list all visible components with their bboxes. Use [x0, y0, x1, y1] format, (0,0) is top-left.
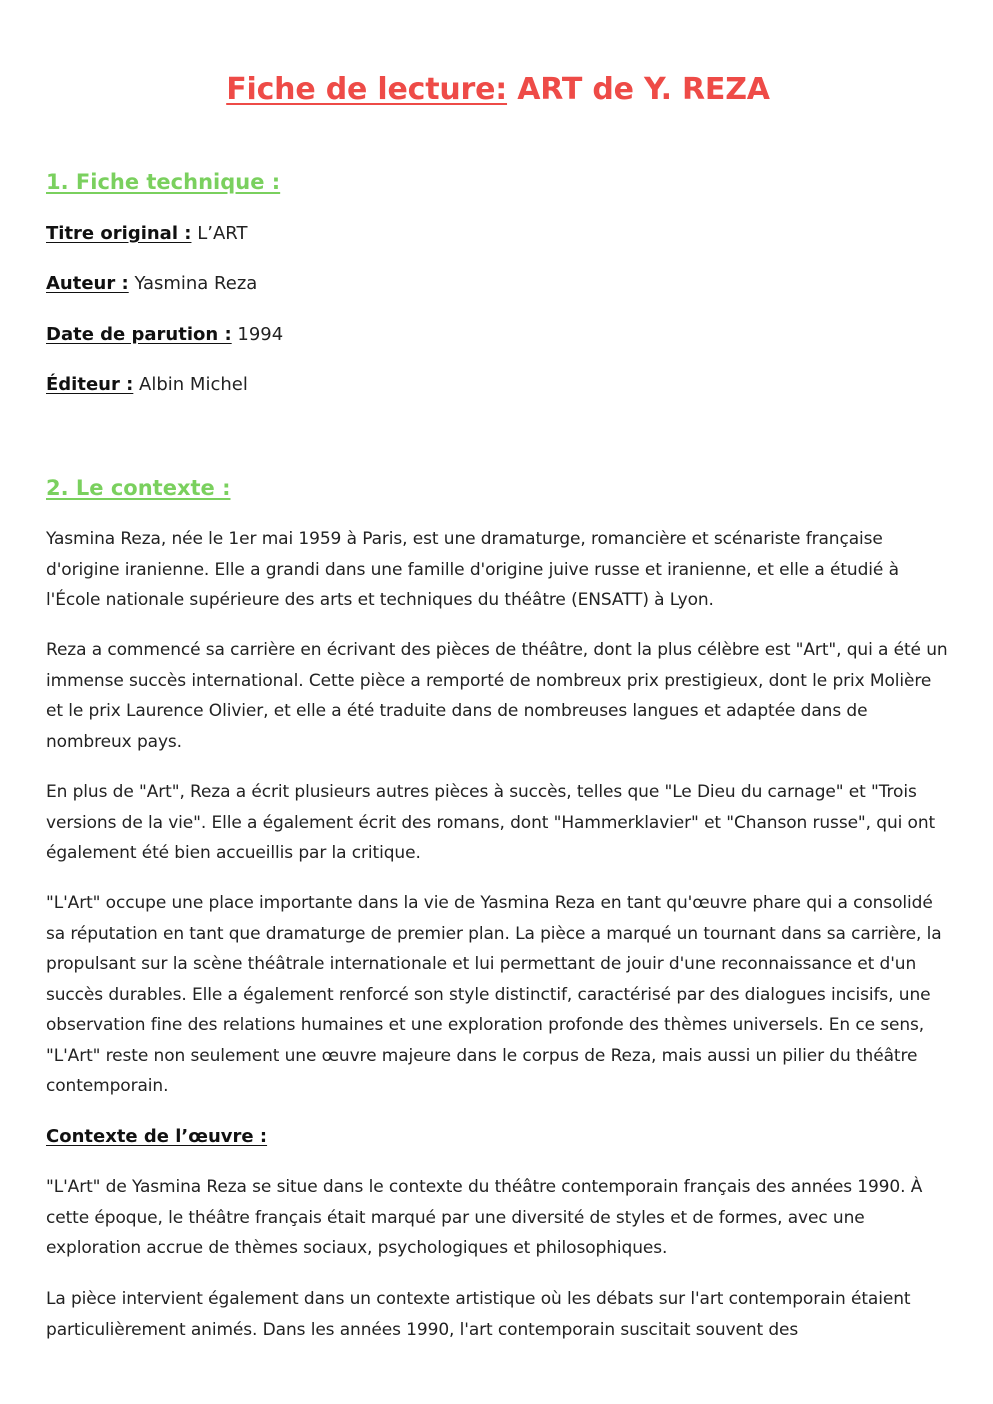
- paragraph-contexte-theatre: "L'Art" de Yasmina Reza se situe dans le contexte du théâtre contemporain français des années 1990. À cette époque, le théâtre français était marqué par une diversité de styles et de formes, avec une exploration accrue de thèmes sociaux, psychologiques et philosophiques.: [46, 1177, 923, 1258]
- field-value: 1994: [231, 324, 284, 345]
- section-heading-contexte: 2. Le contexte :: [46, 476, 231, 500]
- field-label: Date de parution :: [46, 324, 232, 345]
- title-label: Fiche de lecture:: [226, 72, 508, 108]
- field-editeur: [46, 371, 248, 399]
- paragraph-contexte-artistique: La pièce intervient également dans un contexte artistique où les débats sur l'art contemporain étaient particulièrement animés. Dans les années 1990, l'art contemporain suscitait souvent des: [46, 1289, 911, 1340]
- field-label: Titre original :: [46, 223, 192, 244]
- section-heading-fiche-technique: 1. Fiche technique :: [46, 170, 281, 194]
- document-title: [46, 68, 950, 112]
- field-label: Auteur :: [46, 273, 129, 294]
- title-subject: ART de Y. REZA: [507, 72, 770, 108]
- paragraph-carriere: Reza a commencé sa carrière en écrivant des pièces de théâtre, dont la plus célèbre est "Art", qui a été un immense succès international. Cette pièce a remporté de nombreux prix prestigieux, dont le prix Molière et le prix Laurence Olivier, et elle a été traduite dans de nombreuses langues et adaptée dans de nombreux pays.: [46, 640, 948, 752]
- field-titre-original: [46, 220, 247, 248]
- field-value: L’ART: [191, 223, 248, 244]
- field-label: Éditeur :: [46, 374, 134, 395]
- paragraph-importance-art: "L'Art" occupe une place importante dans la vie de Yasmina Reza en tant qu'œuvre phare qui a consolidé sa réputation en tant que dramaturge de premier plan. La pièce a marqué un tournant dans sa carrière, la propulsant sur la scène théâtrale internationale et lui permettant de jouir d'une reconnaissance et d'un succès durables. Elle a également renforcé son style distinctif, caractérisé par des dialogues incisifs, une observation fine des relations humaines et une exploration profonde des thèmes universels. En ce sens, "L'Art" reste non seulement une œuvre majeure dans le corpus de Reza, mais aussi un pilier du théâtre contemporain.: [46, 893, 942, 1096]
- paragraph-autres-oeuvres: En plus de "Art", Reza a écrit plusieurs autres pièces à succès, telles que "Le Dieu du carnage" et "Trois versions de la vie". Elle a également écrit des romans, dont "Hammerklavier" et "Chanson russe", qui ont également été bien accueillis par la critique.: [46, 782, 936, 863]
- field-auteur: [46, 270, 257, 298]
- paragraph-biographie: Yasmina Reza, née le 1er mai 1959 à Paris, est une dramaturge, romancière et scénariste française d'origine iranienne. Elle a grandi dans une famille d'origine juive russe et iranienne, et elle a étudié à l'École nationale supérieure des arts et techniques du théâtre (ENSATT) à Lyon.: [46, 529, 899, 610]
- field-date-de-parution: [46, 321, 283, 349]
- field-value: Albin Michel: [133, 374, 248, 395]
- field-value: Yasmina Reza: [128, 273, 258, 294]
- subheading-contexte-oeuvre: Contexte de l’œuvre :: [46, 1126, 268, 1147]
